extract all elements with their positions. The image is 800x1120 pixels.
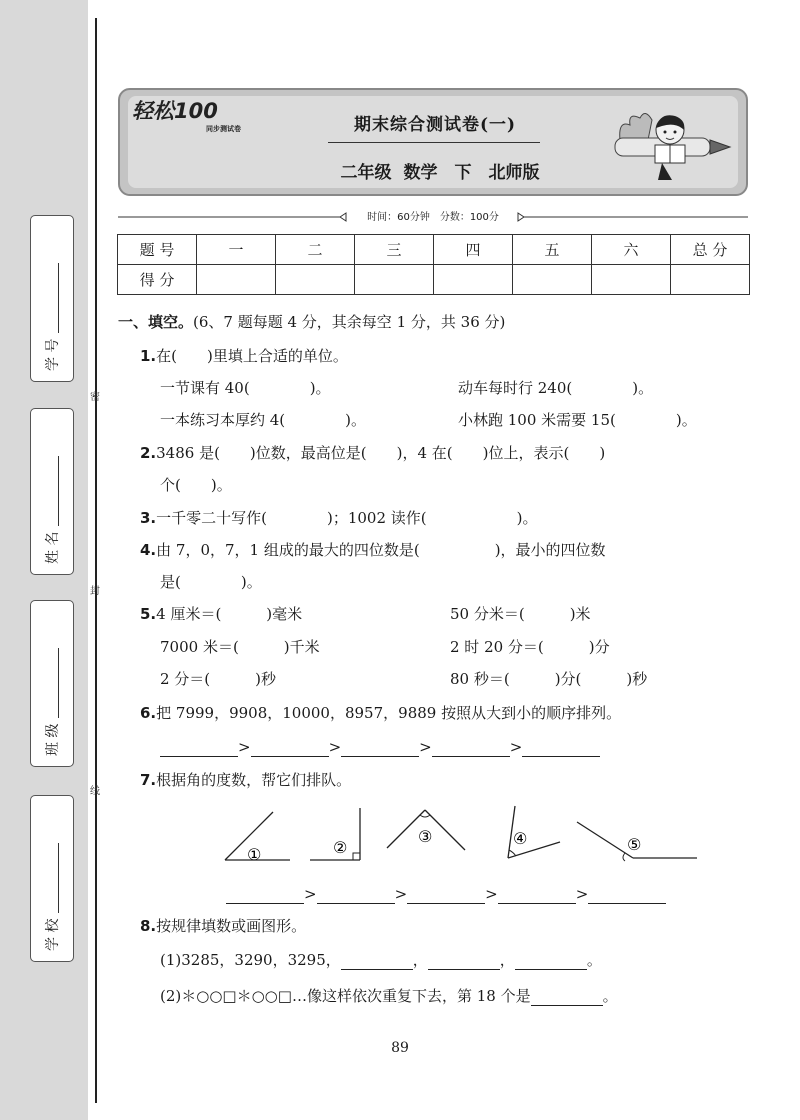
score-cell: 六: [592, 235, 671, 265]
angle-label: ①: [247, 845, 262, 864]
question-2: [140, 443, 605, 463]
q5-item-c: 7000 米＝( )千米: [160, 638, 320, 656]
q5-item-d: 2 时 20 分＝( )分: [450, 638, 610, 656]
question-number: 3.: [140, 509, 157, 527]
student-number-label: 学 号: [45, 338, 61, 371]
question-text: 根据角的度数，帮它们排队。: [156, 771, 352, 789]
q8-pattern: (2)＊○○□＊○○□…像这样依次重复下去，第 18 个是: [160, 987, 531, 1005]
score-cell: 三: [355, 235, 434, 265]
angle-4: [508, 806, 560, 858]
greater-than: >: [394, 885, 408, 903]
fold-mark-seal: 密: [90, 392, 100, 403]
q2-line-2: 个( )。: [160, 476, 232, 494]
separator: ，: [499, 951, 515, 969]
section-note: (6、7 题每题 4 分，其余每空 1 分，共 36 分): [193, 313, 506, 331]
section-title: 一、填空。: [118, 313, 194, 331]
answer-blank[interactable]: [407, 887, 485, 904]
score-table: [117, 234, 750, 295]
angle-label: ④: [513, 829, 528, 848]
answer-blank[interactable]: [515, 953, 587, 970]
question-1: [140, 346, 348, 366]
question-text: 3486 是( )位数，最高位是( )，4 在( )位上，表示( ): [156, 444, 606, 462]
page-number: 89: [391, 1040, 409, 1056]
q1-item-c: 一本练习本厚约 4( )。: [160, 411, 367, 429]
score-input-cell[interactable]: [671, 265, 750, 295]
question-number: 5.: [140, 605, 157, 623]
q5-item-e: 2 分＝( )秒: [160, 670, 277, 688]
angle-label: ③: [418, 827, 433, 846]
answer-blank[interactable]: [588, 887, 666, 904]
answer-blank[interactable]: [498, 887, 576, 904]
q5-item-b: 50 分米＝( )米: [450, 605, 591, 623]
score-input-cell[interactable]: [513, 265, 592, 295]
q6-answer-row: [160, 737, 600, 757]
angle-3: [387, 810, 465, 850]
angle-5: [577, 822, 697, 861]
q1-item-d: 小林跑 100 米需要 15( )。: [458, 411, 697, 429]
answer-blank[interactable]: [160, 740, 238, 757]
exam-title: 期末综合测试卷(一): [353, 115, 517, 135]
answer-blank[interactable]: [341, 740, 419, 757]
question-6: [140, 703, 621, 723]
time-and-score: 时间：60分钟 分数：100分: [367, 212, 499, 223]
score-table-header-row: [118, 235, 750, 265]
q8-part-2: [160, 986, 618, 1006]
question-number: 1.: [140, 347, 157, 365]
question-text: 把 7999，9908，10000，8957，9889 按照从大到小的顺序排列。: [156, 704, 622, 722]
question-text: 在( )里填上合适的单位。: [156, 347, 348, 365]
answer-blank[interactable]: [522, 740, 600, 757]
reading-boy-illustration: [600, 100, 735, 185]
student-number-field[interactable]: [30, 215, 74, 382]
q1-item-b: 动车每时行 240( )。: [458, 379, 654, 397]
answer-blank[interactable]: [531, 989, 603, 1006]
greater-than: >: [509, 738, 523, 756]
fold-mark-close: 封: [90, 586, 100, 597]
question-number: 4.: [140, 541, 157, 559]
angle-1: [225, 812, 290, 864]
question-text: 由 7，0，7，1 组成的最大的四位数是( )，最小的四位数: [156, 541, 606, 559]
question-text: 按规律填数或画图形。: [156, 917, 307, 935]
score-input-cell[interactable]: [592, 265, 671, 295]
q8-part-1: [160, 950, 602, 970]
class-label: 班 级: [45, 723, 61, 756]
q4-line-2: 是( )。: [160, 573, 262, 591]
title-divider: [328, 142, 540, 143]
score-cell: 二: [276, 235, 355, 265]
greater-than: >: [575, 885, 589, 903]
student-name-label: 姓 名: [45, 531, 61, 564]
greater-than: >: [328, 738, 342, 756]
question-8: [140, 916, 306, 936]
q8-sequence: (1)3285，3290，3295，: [160, 951, 341, 969]
question-number: 2.: [140, 444, 157, 462]
score-input-cell[interactable]: [276, 265, 355, 295]
answer-blank[interactable]: [226, 887, 304, 904]
period: 。: [586, 951, 602, 969]
score-input-cell[interactable]: [355, 265, 434, 295]
logo-subtext: 同步测试卷: [206, 125, 241, 133]
answer-blank[interactable]: [428, 953, 500, 970]
class-field[interactable]: [30, 600, 74, 767]
greater-than: >: [304, 885, 317, 903]
question-number: 6.: [140, 704, 157, 722]
brand-logo: [128, 94, 278, 136]
score-input-cell[interactable]: [197, 265, 276, 295]
question-text: 一千零二十写作( )；1002 读作( )。: [156, 509, 538, 527]
angle-label: ②: [333, 838, 348, 857]
score-table-score-row: [118, 265, 750, 295]
logo-text: 轻松100: [132, 99, 218, 123]
greater-than: >: [485, 885, 498, 903]
angle-2: [310, 808, 360, 860]
student-name-field[interactable]: [30, 408, 74, 575]
question-3: [140, 508, 538, 528]
answer-blank[interactable]: [341, 953, 413, 970]
angle-label: ⑤: [627, 835, 642, 854]
fold-mark-line: 线: [90, 786, 100, 797]
angle-diagrams: [215, 800, 705, 870]
score-cell: 一: [197, 235, 276, 265]
question-7: [140, 770, 351, 790]
answer-blank[interactable]: [317, 887, 395, 904]
question-number: 7.: [140, 771, 157, 789]
score-cell: 五: [513, 235, 592, 265]
question-number: 8.: [140, 917, 157, 935]
greater-than: >: [419, 738, 432, 756]
question-5: [140, 604, 302, 624]
score-cell: 四: [434, 235, 513, 265]
answer-blank[interactable]: [432, 740, 510, 757]
school-label: 学 校: [45, 918, 61, 951]
q5-item-f: 80 秒＝( )分( )秒: [450, 670, 648, 688]
section-heading: [118, 312, 505, 332]
binding-line: [95, 18, 97, 1103]
score-cell: 总 分: [671, 235, 750, 265]
greater-than: >: [238, 738, 251, 756]
exam-info-row: [118, 208, 748, 226]
score-input-cell[interactable]: [434, 265, 513, 295]
answer-blank[interactable]: [251, 740, 329, 757]
school-field[interactable]: [30, 795, 74, 962]
q5-item-a: 4 厘米＝( )毫米: [156, 605, 303, 623]
score-cell: 题 号: [118, 235, 197, 265]
period: 。: [602, 987, 618, 1005]
exam-subtitle: 二年级 数学 下 北师版: [340, 163, 540, 183]
separator: ，: [412, 951, 428, 969]
score-cell: 得 分: [118, 265, 197, 295]
q7-answer-row: [226, 884, 666, 904]
question-4: [140, 540, 606, 560]
q1-item-a: 一节课有 40( )。: [160, 379, 331, 397]
